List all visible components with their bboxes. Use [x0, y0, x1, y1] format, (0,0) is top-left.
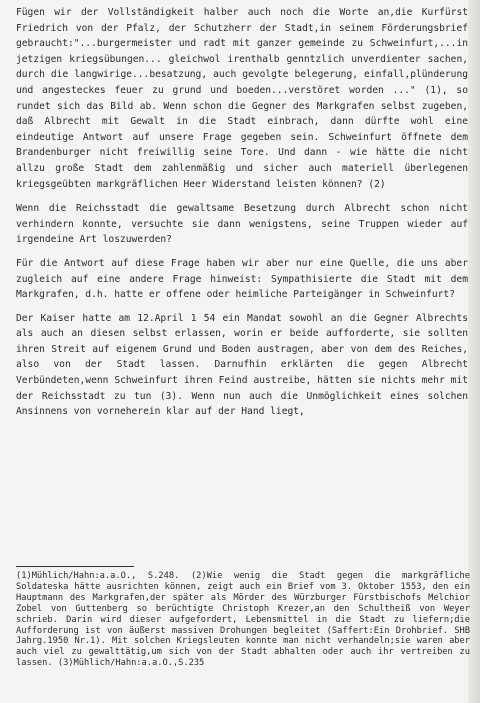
paragraph-2: Wenn die Reichsstadt die gewaltsame Besetzung durch Albrecht schon nicht verhindern konnte, versuchte sie dann wenigstens, seine Truppen wieder auf irgendeine Art loszuwerden? — [16, 203, 468, 246]
main-text — [16, 5, 468, 428]
footnotes: (1)Mühlich/Hahn:a.a.O., S.248. (2)Wie wenig die Stadt gegen die markgräfliche Soldateska hätte ausrichten können, zeigt auch ein Brief vom 3. Oktober 1553, den ein Hauptmann des Markgrafen,der später als Mörder des Würzburger Fürstbischofs Melchior Zobel von Guttenberg so berüchtigte Christoph Krezer,an den Schultheiß von Weyer schrieb. Darin wird dieser aufgefordert, Lebensmittel in die Stadt zu liefern;die Aufforderung ist von äußerst massiven Drohungen begleitet (Saffert:Ein Drohbrief. SHB Jahrg.1950 Nr.1). Mit solchen Kriegsleuten konnte man nicht verhandeln;sie waren aber auch viel zu gewalttätig,um sich von der Stadt abhalten oder auch ihr vertreiben zu lassen. (3)Mühlich/Hahn:a.a.O.,S.235 — [16, 571, 470, 669]
paragraph-1: Fügen wir der Vollständigkeit halber auch noch die Worte an,die Kurfürst Friedrich von der Pfalz, der Schutzherr der Stadt,in seinem Förderungsbrief gebraucht:"...burgermeister und radt mit ganzer gemeinde zu Schweinfurt,...in jetzigen kriegsübungen... gleichwol irenthalb genntzlich unverdienter sachen, durch die langwirige...besatzung, auch gevolgte belegerung, einfall,plünderung und angesteckes feuer zu grund und boeden...verstöret worden ..." (1), so rundet sich das Bild ab. Wenn schon die Gegner des Markgrafen selbst zugeben, daß Albrecht mit Gewalt in die Stadt einbrach, dann dürfte wohl eine eindeutige Antwort auf unsere Frage gegeben sein. Schweinfurt öffnete dem Brandenburger nicht freiwillig seine Tore. Und dann - wie hätte die nicht allzu große Stadt dem zahlenmäßig und sicher auch materiell überlegenen kriegsgeübten markgräflichen Heer Widerstand leisten können? (2) — [16, 7, 468, 190]
footnote-separator — [16, 566, 134, 567]
paragraph-3: Für die Antwort auf diese Frage haben wir aber nur eine Quelle, die uns aber zugleich auf eine andere Frage hinweist: Sympathisierte die Stadt mit dem Markgrafen, d.h. hatte er offene oder heimliche Parteigänger in Schweinfurt? — [16, 257, 468, 301]
paragraph-4: Der Kaiser hatte am 12.April 1 54 ein Mandat sowohl an die Gegner Albrechts als auch an diesen selbst erlassen, worin er beide aufforderte, sie sollten ihren Streit auf eigenem Grund und Boden austragen, aber von dem des Reiches, also von der Stadt lassen. Darnufhin erklärten die gegen Albrecht Verbündeten,wenn Schweinfurt ihren Feind austreibe, hätten sie nichts mehr mit der Reichsstadt zu tun (3). Wenn nun auch die Unmöglichkeit eines solchen Ansinnens von vorneherein klar auf der Hand liegt, — [16, 312, 468, 418]
